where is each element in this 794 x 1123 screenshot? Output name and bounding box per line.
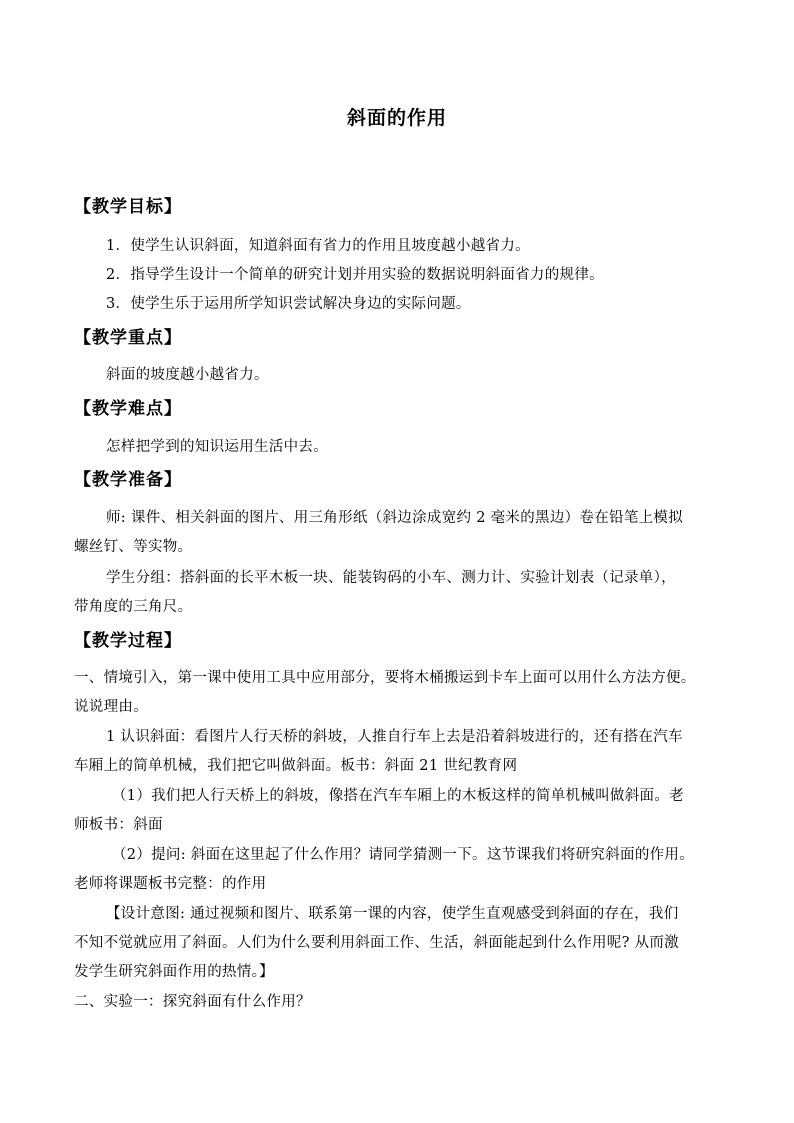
preparation-line: 师: 课件、相关斜面的图片、用三角形纸（斜边涂成宽约 2 毫米的黑边）卷在铅笔上模拟 <box>106 510 684 526</box>
preparation-heading: 【教学准备】 <box>74 470 182 490</box>
process-line: 【设计意图: 通过视频和图片、联系第一课的内容，使学生直观感受到斜面的存在，我们 <box>106 906 679 922</box>
process-line: 说说理由。 <box>74 699 148 715</box>
process-line: （2）提问: 斜面在这里起了什么作用？请同学猜测一下。这节课我们将研究斜面的作用。 <box>112 847 695 863</box>
difficulty-heading: 【教学难点】 <box>74 399 182 419</box>
process-line: （1）我们把人行天桥上的斜坡，像搭在汽车车厢上的木板这样的简单机械叫做斜面。老 <box>112 788 684 804</box>
process-line: 二、实验一：探究斜面有什么作用？ <box>74 994 311 1010</box>
process-line: 发学生研究斜面作用的热情。】 <box>74 964 274 980</box>
process-line: 车厢上的简单机械，我们把它叫做斜面。板书：斜面 21 世纪教育网 <box>74 758 518 774</box>
key-point-text: 斜面的坡度越小越省力。 <box>106 367 269 383</box>
objectives-heading: 【教学目标】 <box>74 197 182 217</box>
objective-item: 3．使学生乐于运用所学知识尝试解决身边的实际问题。 <box>106 296 471 312</box>
document-title: 斜面的作用 <box>346 107 447 129</box>
preparation-line: 螺丝钉、等实物。 <box>74 539 193 555</box>
process-line: 老师将课题板书完整：的作用 <box>74 876 267 892</box>
difficulty-text: 怎样把学到的知识运用生活中去。 <box>106 439 328 455</box>
process-line: 师板书：斜面 <box>74 817 163 833</box>
process-line: 不知不觉就应用了斜面。人们为什么要利用斜面工作、生活，斜面能起到什么作用呢? 从而激 <box>74 935 679 951</box>
preparation-line: 学生分组：搭斜面的长平木板一块、能装钩码的小车、测力计、实验计划表（记录单）， <box>106 570 676 586</box>
process-line: 1 认识斜面：看图片人行天桥的斜坡，人推自行车上去是沿着斜坡进行的，还有搭在汽车 <box>106 729 683 745</box>
process-heading: 【教学过程】 <box>74 631 182 651</box>
objective-item: 2．指导学生设计一个简单的研究计划并用实验的数据说明斜面省力的规律。 <box>106 267 604 283</box>
preparation-line: 带角度的三角尺。 <box>74 599 193 615</box>
key-point-heading: 【教学重点】 <box>74 328 182 348</box>
objective-item: 1．使学生认识斜面，知道斜面有省力的作用且坡度越小越省力。 <box>106 238 530 254</box>
process-line: 一、情境引入，第一课中使用工具中应用部分，要将木桶搬运到卡车上面可以用什么方法方便。 <box>74 670 696 686</box>
